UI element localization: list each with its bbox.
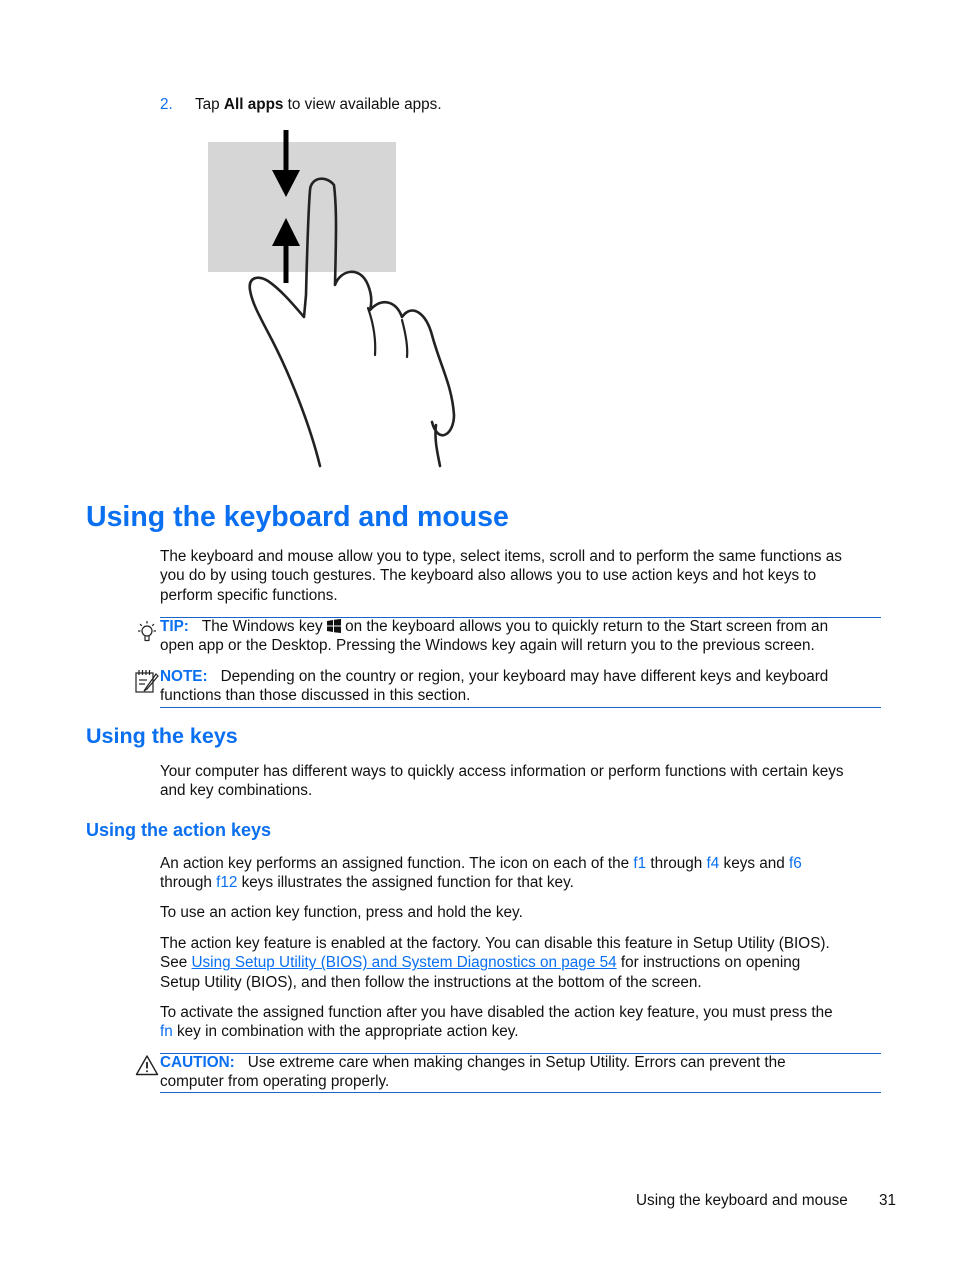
page-title: Using the keyboard and mouse	[86, 501, 509, 533]
key-f6: f6	[789, 855, 802, 872]
action-paragraph-4	[160, 1003, 833, 1042]
step-text-bold: All apps	[223, 96, 284, 113]
key-f1: f1	[633, 855, 647, 872]
keys-intro-line: and key combinations.	[160, 782, 313, 800]
step-text-post: to view available apps.	[283, 96, 442, 113]
intro-line: you do by using touch gestures. The keyboard also allows you to use action keys and hot keys to	[160, 567, 817, 585]
caution-line-2: computer from operating properly.	[160, 1073, 390, 1091]
action-p1-line-1	[160, 854, 802, 873]
step-number: 2.	[160, 96, 173, 113]
action-text: through	[646, 855, 707, 872]
action-p4-line-2	[160, 1022, 833, 1041]
caution-bottom-rule	[160, 1092, 881, 1093]
finger-crease	[368, 308, 375, 355]
caution-callout	[160, 1053, 885, 1092]
note-bottom-rule	[160, 707, 881, 708]
tip-line-1	[160, 617, 885, 636]
key-fn: fn	[160, 1023, 173, 1041]
lightbulb-icon	[135, 620, 159, 644]
bios-diagnostics-link[interactable]: Using Setup Utility (BIOS) and System Diagnostics on page 54	[191, 954, 617, 972]
step-item	[160, 95, 173, 114]
action-text: through	[160, 874, 217, 892]
note-pad-icon	[134, 668, 160, 694]
action-p1-line-2	[160, 873, 802, 892]
action-text: See	[160, 954, 192, 972]
action-paragraph-2: To use an action key function, press and hold the key.	[160, 904, 523, 921]
action-text: keys illustrates the assigned function for that key.	[237, 874, 574, 892]
tip-callout	[160, 617, 885, 656]
keys-intro-line: Your computer has different ways to quickly access information or perform functions with certain keys	[160, 763, 844, 780]
action-p3-line-2	[160, 953, 830, 972]
footer-section-title: Using the keyboard and mouse	[636, 1192, 848, 1209]
tip-line-2: open app or the Desktop. Pressing the Windows key again will return you to the previous screen.	[160, 637, 815, 655]
tip-label: TIP:	[160, 618, 189, 635]
action-p3-line-1: The action key feature is enabled at the factory. You can disable this feature in Setup Utility (BIOS).	[160, 935, 830, 952]
warning-triangle-icon	[135, 1054, 159, 1076]
step-text-pre: Tap	[195, 96, 224, 113]
windows-logo-icon	[327, 619, 341, 633]
action-paragraph-1	[160, 854, 802, 893]
note-callout	[160, 667, 885, 706]
subsection-heading: Using the action keys	[86, 820, 272, 840]
page-number: 31	[879, 1192, 897, 1209]
action-text: for instructions on opening	[616, 954, 801, 972]
tip-text: on the keyboard allows you to quickly return to the Start screen from an	[340, 618, 829, 635]
gesture-panel	[208, 142, 396, 272]
key-f4: f4	[706, 855, 720, 872]
action-text: keys and	[719, 855, 790, 872]
intro-paragraph	[160, 547, 842, 605]
keys-intro-paragraph	[160, 762, 844, 801]
note-line-1	[160, 667, 885, 686]
caution-label: CAUTION:	[160, 1054, 235, 1071]
action-text: key in combination with the appropriate action key.	[172, 1023, 519, 1041]
note-text: Depending on the country or region, your keyboard may have different keys and keyboard	[220, 668, 829, 685]
caution-text: Use extreme care when making changes in Setup Utility. Errors can prevent the	[247, 1054, 786, 1071]
action-p3-line-3: Setup Utility (BIOS), and then follow the instructions at the bottom of the screen.	[160, 973, 702, 991]
section-heading: Using the keys	[86, 724, 238, 748]
note-label: NOTE:	[160, 668, 208, 685]
tip-text: The Windows key	[201, 618, 327, 635]
key-f12: f12	[216, 874, 238, 892]
intro-line: perform specific functions.	[160, 586, 338, 604]
step-text	[195, 95, 442, 114]
intro-line: The keyboard and mouse allow you to type, select items, scroll and to perform the same functions as	[160, 548, 842, 565]
finger-crease	[402, 320, 407, 357]
action-text: An action key performs an assigned function. The icon on each of the	[160, 855, 634, 872]
note-line-2: functions than those discussed in this section.	[160, 687, 471, 705]
caution-line-1	[160, 1053, 885, 1072]
action-p4-line-1: To activate the assigned function after you have disabled the action key feature, you must press the	[160, 1004, 833, 1021]
swipe-gesture-illustration	[200, 125, 470, 475]
action-paragraph-3	[160, 934, 830, 992]
